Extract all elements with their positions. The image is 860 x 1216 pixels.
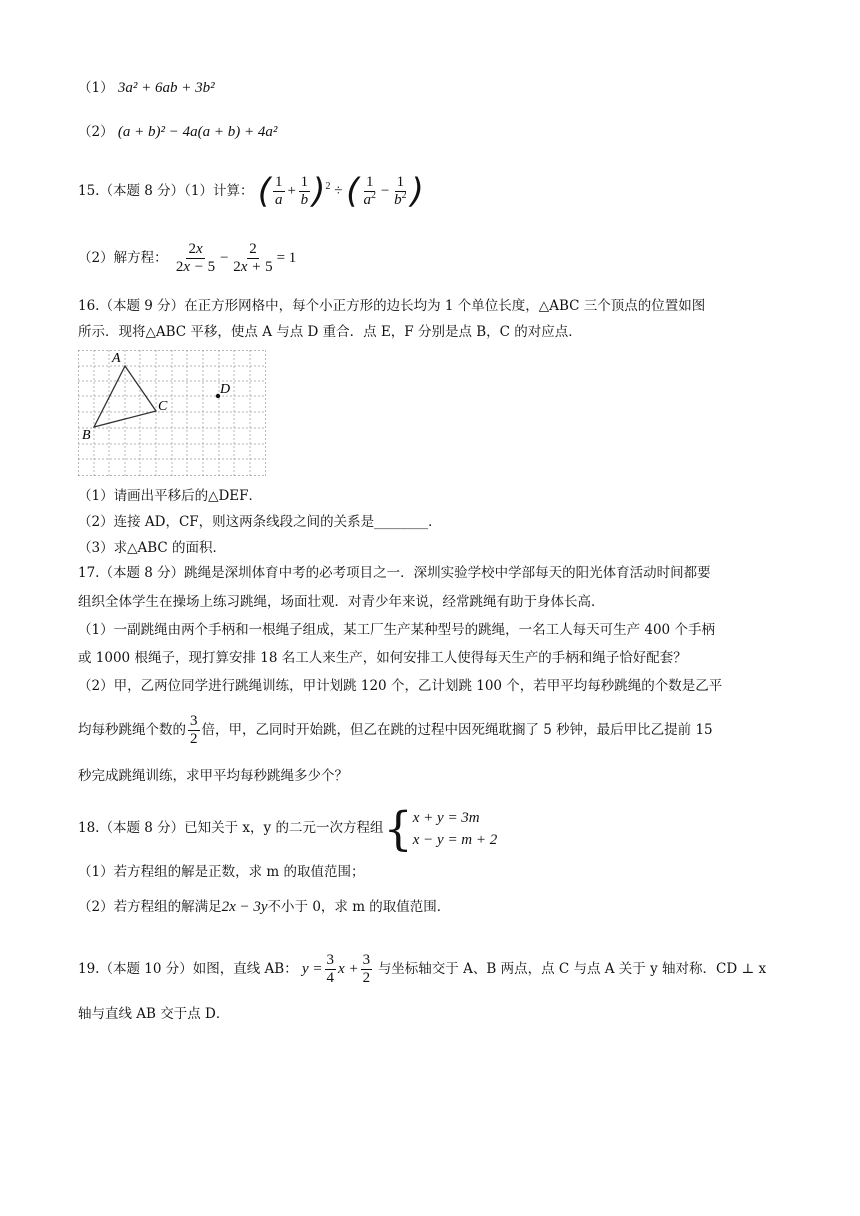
q19-line1 <box>78 944 766 994</box>
q16-sub1: （1）请画出平移后的△DEF． <box>78 488 263 504</box>
q17-line7: 秒完成跳绳训练，求甲平均每秒跳绳多少个？ <box>78 768 348 784</box>
q18-sub2-start: （2）若方程组的解满足 <box>78 899 222 915</box>
q17-line6 <box>78 710 713 750</box>
q19-x-plus: x + <box>338 961 359 977</box>
q15-header: 15.（本题 8 分）（1）计算： <box>78 183 254 199</box>
q14-part2 <box>78 122 277 142</box>
q19-start: 19.（本题 10 分）如图，直线 AB： <box>78 961 298 977</box>
q18-sub2 <box>78 897 450 917</box>
q18-sub2-expr: 2x − 3y <box>221 899 268 915</box>
q15-rhs: = 1 <box>276 250 297 266</box>
label-b: B <box>82 428 91 443</box>
q18-system <box>413 807 498 851</box>
q17-line1: 17.（本题 8 分）跳绳是深圳体育中考的必考项目之一．深圳实验学校中学部每天的阳光体育活动时间都要 <box>78 565 711 581</box>
q18-intro: 18.（本题 8 分）已知关于 x，y 的二元一次方程组 <box>78 820 384 836</box>
q18-line1: 18.（本题 8 分）已知关于 x，y 的二元一次方程组{ x + y = 3m x − y = m + 2 <box>78 801 498 856</box>
q17-line4: 或 1000 根绳子，现打算安排 18 名工人来生产，如何安排工人使得每天生产的手柄和绳子恰好配套？ <box>78 650 687 666</box>
q19-end: 与坐标轴交于 A、B 两点，点 C 与点 A 关于 y 轴对称．CD ⊥ x <box>377 961 767 977</box>
q17-line5: （2）甲，乙两位同学进行跳绳训练，甲计划跳 120 个，乙计划跳 100 个，若甲平均每秒跳绳的个数是乙平 <box>78 678 723 694</box>
q14-part2-expr: (a + b)² − 4a(a + b) + 4a² <box>117 124 278 140</box>
q15-part2-label: （2）解方程： <box>78 250 168 266</box>
q19-f2-num: 3 <box>362 952 371 969</box>
q18-eq2: x − y = m + 2 <box>412 831 498 848</box>
q14-part2-label: （2） <box>78 124 114 140</box>
q16-sub3: （3）求△ABC 的面积． <box>78 540 227 556</box>
q19-line-eq <box>302 952 378 987</box>
q19-f1-num: 3 <box>326 952 335 969</box>
q16-line1: 16.（本题 9 分）在正方形网格中，每个小正方形的边长均为 1 个单位长度，△ABC 三个顶点的位置如图 <box>78 298 706 314</box>
q18-sub1: （1）若方程组的解是正数，求 m 的取值范围； <box>78 864 365 880</box>
q17-line2: 组织全体学生在操场上练习跳绳，场面壮观．对青少年来说，经常跳绳有助于身体长高． <box>78 594 605 610</box>
label-c: C <box>158 399 168 414</box>
q15-part2 <box>78 236 296 280</box>
q14-part1-label: （1） <box>78 80 114 96</box>
label-d: D <box>220 382 231 397</box>
q18-sub2-end: 不小于 0，求 m 的取值范围． <box>267 899 451 915</box>
q19-eq-lhs: y = <box>302 961 323 977</box>
label-a: A <box>112 351 121 366</box>
q18-eq1: x + y = 3m <box>412 809 480 826</box>
q16-line2: 所示．现将△ABC 平移，使点 A 与点 D 重合．点 E，F 分别是点 B，C 的对应点． <box>78 324 582 340</box>
q17-frac-num: 3 <box>190 713 198 729</box>
q19-line2: 轴与直线 AB 交于点 D． <box>78 1006 230 1022</box>
q15-calc-expr: ( $\frac{1}{a}$ + $\frac{1}{b}$ )$^2$ ÷ ( $\frac{1}{a^2}$ − $\frac{1}{b^2}$ ) <box>257 171 424 212</box>
q15-part1 <box>78 166 424 216</box>
q19-f2-den: 2 <box>362 970 371 987</box>
q17-frac-den: 2 <box>190 731 198 747</box>
q16-sub2: （2）连接 AD，CF，则这两条线段之间的关系是________． <box>78 514 442 530</box>
q15-equation: $\frac{2x}{2x - 5}$ − $\frac{2}{2x + 5}$ = 1 <box>175 241 297 276</box>
q19-f1-den: 4 <box>326 970 335 987</box>
q17-line3: （1）一副跳绳由两个手柄和一根绳子组成，某工厂生产某种型号的跳绳，一名工人每天可生产 400 个手柄 <box>78 622 715 638</box>
q17-line6-end: 倍，甲，乙同时开始跳，但乙在跳的过程中因死绳耽搁了 5 秒钟，最后甲比乙提前 15 <box>201 722 713 738</box>
q17-line6-start: 均每秒跳绳个数的 <box>78 722 186 738</box>
q16-grid-figure <box>78 350 266 476</box>
q14-part1 <box>78 78 215 98</box>
q14-part1-expr: 3a² + 6ab + 3b² <box>117 80 215 96</box>
